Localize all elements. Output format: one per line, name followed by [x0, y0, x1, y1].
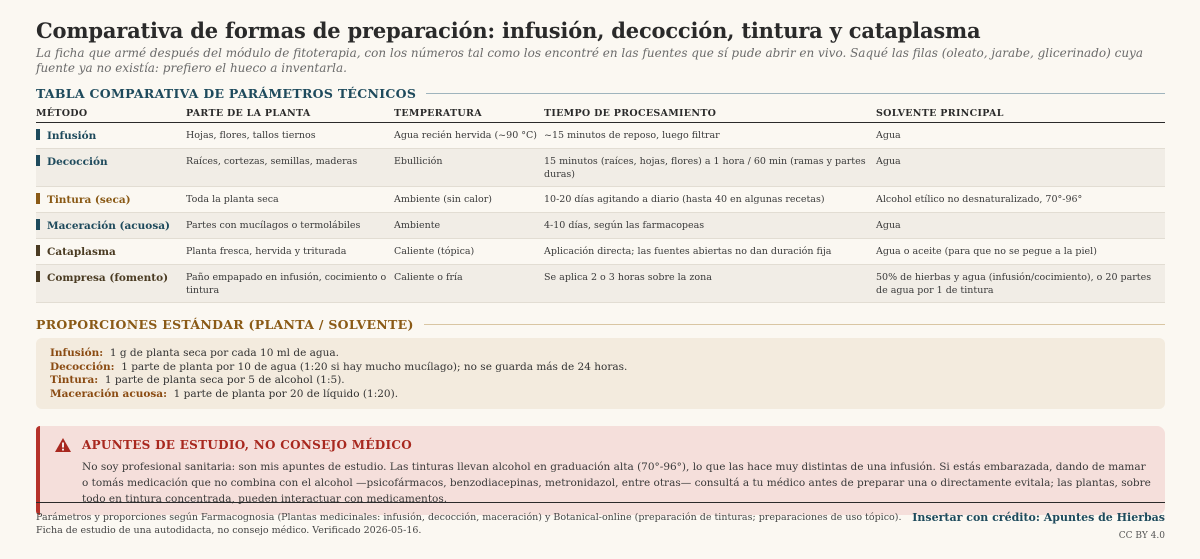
footer-credit-block [912, 511, 1165, 541]
method-label: Decocción [47, 156, 108, 168]
method-color-bar [36, 155, 40, 166]
column-header: PARTE DE LA PLANTA [186, 101, 394, 123]
proportion-item: Maceración acuosa: 1 parte de planta por 20 de líquido (1:20). [50, 387, 399, 400]
solvent-cell: Agua [876, 220, 901, 231]
processing-time-cell: 10-20 días agitando a diario (hasta 40 en algunas recetas) [544, 194, 825, 205]
solvent-cell: 50% de hierbas y agua (infusión/cocimiento), o 20 partes de agua por 1 de tintura [876, 272, 1152, 296]
method-label: Infusión [47, 130, 97, 142]
proportions-box [36, 338, 1165, 409]
solvent-cell: Agua [876, 130, 901, 141]
method-cell [36, 123, 186, 149]
column-header: TIEMPO DE PROCESAMIENTO [544, 101, 876, 123]
method-color-bar [36, 219, 40, 230]
solvent-cell: Agua [876, 156, 901, 167]
table-section-title: TABLA COMPARATIVA DE PARÁMETROS TÉCNICOS [36, 86, 417, 101]
table-row [36, 123, 1165, 149]
table-row [36, 213, 1165, 239]
temperature-cell: Ambiente (sin calor) [394, 194, 492, 205]
proportion-text: 1 g de planta seca por cada 10 ml de agua. [109, 347, 339, 359]
temperature-cell: Caliente o fría [394, 272, 463, 283]
solvent-cell: Alcohol etílico no desnaturalizado, 70°-96° [876, 194, 1083, 205]
proportion-item: Decocción: 1 parte de planta por 10 de agua (1:20 si hay mucho mucílago); no se guarda más de 24 horas. [50, 360, 628, 373]
proportion-text: 1 parte de planta por 10 de agua (1:20 si hay mucho mucílago); no se guarda más de 24 horas. [121, 360, 628, 373]
proportions-section-title: PROPORCIONES ESTÁNDAR (PLANTA / SOLVENTE) [36, 317, 414, 332]
table-row [36, 187, 1165, 213]
table-section-heading [36, 86, 1165, 101]
column-header: TEMPERATURA [394, 101, 544, 123]
method-cell [36, 265, 186, 303]
proportion-label: Infusión [50, 347, 100, 359]
warning-triangle-icon [54, 437, 72, 453]
column-header: MÉTODO [36, 101, 186, 123]
proportion-text: 1 parte de planta seca por 5 de alcohol (1:5). [104, 374, 345, 386]
processing-time-cell: 4-10 días, según las farmacopeas [544, 220, 705, 231]
method-cell [36, 239, 186, 265]
proportion-label: Maceración acuosa [50, 387, 164, 400]
processing-time-cell: ~15 minutos de reposo, luego filtrar [544, 130, 720, 141]
table-row [36, 149, 1165, 187]
proportion-label: Tintura [50, 374, 95, 386]
method-cell [36, 187, 186, 213]
section-divider [426, 93, 1165, 94]
sources-note: Parámetros y proporciones según Farmacognosia (Plantas medicinales: infusión, decocción, maceración) y Botanical-online (preparación de tinturas; preparaciones de uso tópico). Ficha de estudio de una autodidacta, no consejo médico. Verificado 2026-05-16. [36, 512, 902, 536]
page-title: Comparativa de formas de preparación: infusión, decocción, tintura y cataplasma [36, 18, 981, 43]
method-label: Compresa (fomento) [47, 272, 169, 284]
page [36, 18, 1165, 515]
temperature-cell: Ebullición [394, 156, 443, 167]
warning-body: No soy profesional sanitaria: son mis apuntes de estudio. Las tinturas llevan alcohol en graduación alta (70°-96°), lo que las hace muy distintas de una infusión. Si estás embarazada, dando de mamar o tomás medicación que no combina con el alcohol —psicofármacos, benzodiacepinas, metronidazol, entre otras— consultá a tu médico antes de preparar una o directamente evitala; las plantas, sobre todo en tintura concentrada, pueden interactuar con medicamentos. [82, 461, 1151, 505]
table-row [36, 265, 1165, 303]
plant-part-cell: Hojas, flores, tallos tiernos [186, 130, 316, 141]
processing-time-cell: 15 minutos (raíces, hojas, flores) a 1 hora / 60 min (ramas y partes duras) [544, 156, 866, 180]
method-color-bar [36, 271, 40, 282]
plant-part-cell: Toda la planta seca [186, 194, 279, 205]
plant-part-cell: Raíces, cortezas, semillas, maderas [186, 156, 358, 167]
method-label: Cataplasma [47, 246, 116, 258]
plant-part-cell: Partes con mucílagos o termolábiles [186, 220, 361, 231]
column-header: SOLVENTE PRINCIPAL [876, 101, 1165, 123]
proportions-section-heading [36, 317, 1165, 332]
proportion-text: 1 parte de planta por 20 de líquido (1:20). [173, 387, 399, 400]
warning-title: APUNTES DE ESTUDIO, NO CONSEJO MÉDICO [82, 438, 412, 452]
proportion-label: Decocción [50, 360, 111, 373]
method-cell [36, 213, 186, 239]
method-color-bar [36, 193, 40, 204]
solvent-cell: Agua o aceite (para que no se pegue a la piel) [876, 246, 1097, 257]
temperature-cell: Ambiente [394, 220, 441, 231]
processing-time-cell: Se aplica 2 o 3 horas sobre la zona [544, 272, 712, 283]
license-label: CC BY 4.0 [1118, 531, 1165, 541]
plant-part-cell: Paño empapado en infusión, cocimiento o tintura [186, 272, 387, 296]
table-row [36, 239, 1165, 265]
comparison-table [36, 101, 1165, 303]
warning-header [54, 437, 1151, 453]
method-color-bar [36, 245, 40, 256]
footer [36, 502, 1165, 541]
table-header-row [36, 101, 1165, 123]
page-subtitle: La ficha que armé después del módulo de fitoterapia, con los números tal como los encontré en las fuentes que sí pude abrir en vivo. Saqué las filas (oleato, jarabe, glicerinado) cuya fuente ya no existía: prefiero el hueco a inventarla. [36, 46, 1143, 75]
plant-part-cell: Planta fresca, hervida y triturada [186, 246, 347, 257]
proportion-item: Tintura: 1 parte de planta seca por 5 de alcohol (1:5). [50, 374, 345, 386]
temperature-cell: Caliente (tópica) [394, 246, 475, 257]
method-label: Tintura (seca) [47, 194, 131, 206]
method-color-bar [36, 129, 40, 140]
proportion-item: Infusión: 1 g de planta seca por cada 10 ml de agua. [50, 347, 339, 359]
processing-time-cell: Aplicación directa; las fuentes abiertas no dan duración fija [544, 246, 832, 257]
temperature-cell: Agua recién hervida (~90 °C) [394, 130, 537, 141]
section-divider [424, 324, 1165, 325]
method-cell [36, 149, 186, 187]
credit-line: Insertar con crédito: Apuntes de Hierbas [912, 511, 1165, 524]
method-label: Maceración (acuosa) [47, 220, 170, 232]
